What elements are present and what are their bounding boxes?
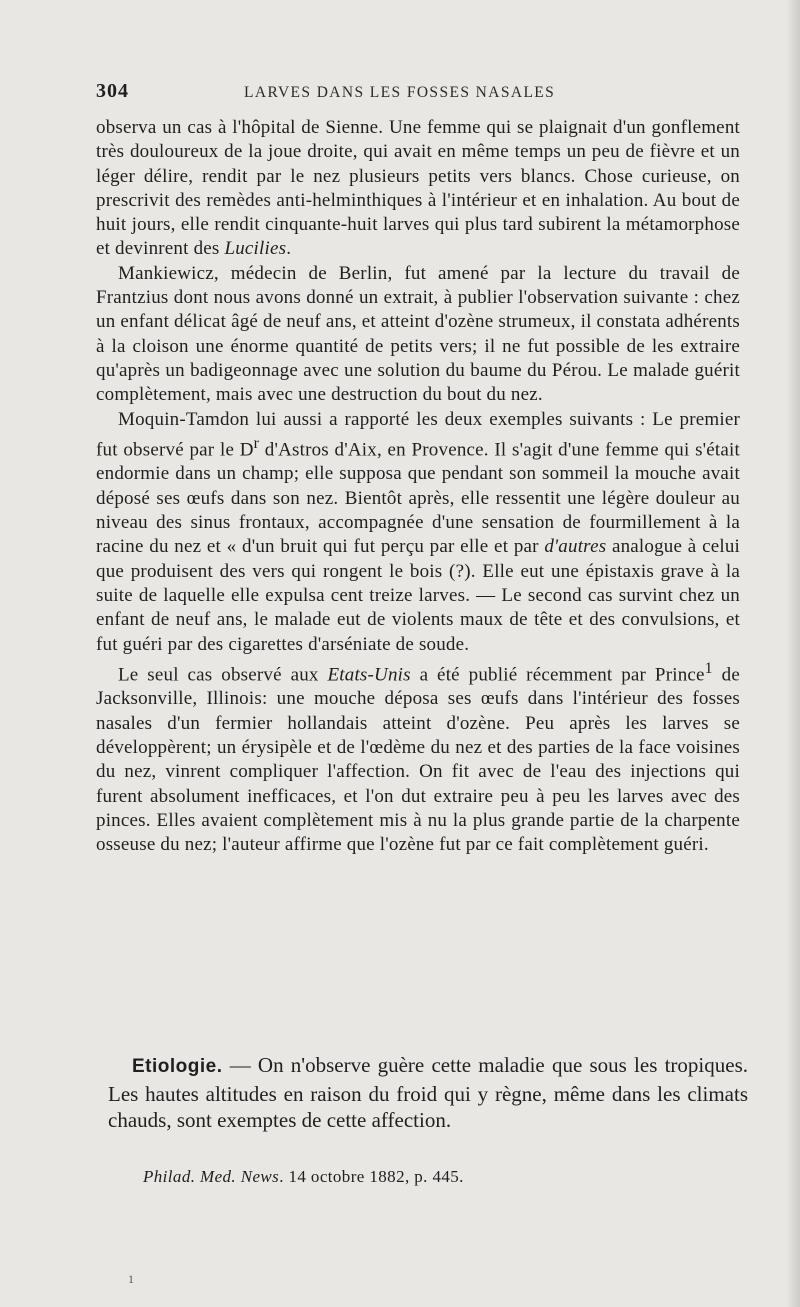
paragraph-text: a été publié récemment par Prince [410, 664, 705, 686]
superscript-r: r [253, 434, 260, 452]
paragraph-text: de Jacksonville, Illinois: une mouche déposa ses œufs dans l'intérieur des fosses nasales d'un fermier hollandais atteint d'ozène. Peu après les larves se développèrent; un érysipèle et de l'œdème du nez et des parties de la face voisines du nez, vinrent compliquer l'affection. On fit avec de l'eau des injections qui furent absolument inefficaces, et l'on dut extraire peu à peu les larves avec des pinces. Elles avaient complètement mis à nu la plus grande partie de la charpente osseuse du nez; l'auteur affirme que l'ozène fut par ce fait complètement guéri. [96, 664, 740, 856]
italic-term-dautres: d'autres [544, 536, 607, 558]
paragraph-text: Le seul cas observé aux [118, 664, 328, 686]
body-text [96, 116, 740, 858]
etiology-section [108, 1052, 748, 1134]
paragraph-text: Mankiewicz, médecin de Berlin, fut amené par la lecture du travail de Frantzius dont nous avons donné un extrait, à publier l'observation suivante : chez un enfant délicat âgé de neuf ans, et atteint d'ozène strumeux, il constata adhérents à la cloison une énorme quantité de petits vers; il ne fut possible de les extraire qu'après un badigeonnage avec une solution du baume du Pérou. Le malade guérit complètement, mais avec une destruction du bout du nez. [96, 262, 740, 406]
paragraph-mankiewicz [96, 262, 740, 408]
footnote-journal: Philad. Med. News [143, 1167, 280, 1186]
footnote [143, 1167, 464, 1187]
paragraph-text: Moquin-Tamdon lui aussi a rapporté les deux exemples suivants : Le premier fut observé par le D [96, 408, 740, 461]
page-number: 304 [96, 80, 129, 102]
italic-term-lucilies: Lucilies [224, 238, 287, 260]
paragraph-text: observa un cas à l'hôpital de Sienne. Une femme qui se plaignait d'un gonflement très douloureux de la joue droite, qui avait en même temps un peu de fièvre et un léger délire, rendit par le nez plusieurs petits vers blancs. Chose curieuse, on prescrivit des remèdes anti-helminthiques à l'intérieur et en inhalation. Au bout de huit jours, elle rendit cinquante-huit larves qui plus tard subirent la métamorphose et devinrent des [96, 117, 740, 260]
footnote-reference: 1 [704, 659, 713, 677]
bottom-mark: 1 [128, 1272, 134, 1286]
paragraph-moquin-tamdon [96, 408, 740, 657]
running-title: LARVES DANS LES FOSSES NASALES [244, 84, 556, 101]
footnote-citation: . 14 octobre 1882, p. 445. [279, 1167, 464, 1186]
etiology-heading: Etiologie. [132, 1056, 223, 1077]
paragraph-text: d'Astros d'Aix, en Provence. Il s'agit d'une femme qui s'était endormie dans un champ; elle supposa que pendant son sommeil la mouche avait déposé ses œufs dans son nez. Bientôt après, elle ressentit une légère douleur au niveau des sinus frontaux, accompagnée d'une sensation de fourmillement à la racine du nez et « d'un bruit qui fut perçu par elle et par [96, 439, 740, 558]
paragraph-text: analogue à celui que produisent des vers qui rongent le bois (?). Elle eut une épistaxis grave à la suite de laquelle elle expulsa cent treize larves. — Le second cas survint chez un enfant de neuf ans, le malade eut de violents maux de tête et des convulsions, et fut guéri par des cigarettes d'arséniate de soude. [96, 536, 740, 655]
paragraph-text: . [286, 238, 292, 260]
etiology-text: — On n'observe guère cette maladie que sous les tropiques. Les hautes altitudes en raison du froid qui y règne, même dans les climats chauds, sont exemptes de cette affection. [108, 1053, 748, 1132]
paragraph-etats-unis [96, 657, 740, 858]
italic-term-etats-unis: Etats-Unis [327, 664, 411, 686]
paragraph-sienne-case [96, 116, 740, 262]
page-edge-shadow [786, 0, 800, 1307]
